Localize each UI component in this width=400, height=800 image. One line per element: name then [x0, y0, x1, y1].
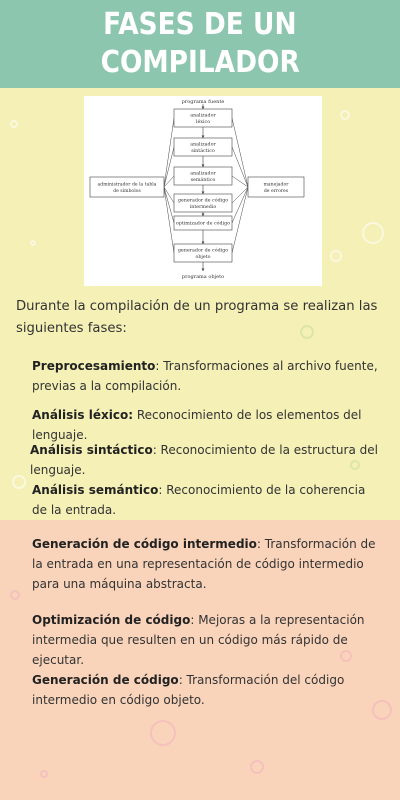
connector-line [232, 187, 248, 223]
phase-name: Análisis léxico: [32, 408, 133, 422]
phase-description: : Transformación de la entrada en una representación de código intermedio para una máquina abstracta. [32, 537, 376, 591]
phase-item [32, 405, 382, 445]
title-line-2: COMPILADOR [100, 45, 300, 80]
bubble-decoration [12, 475, 26, 489]
stage-label: optimizador de código [175, 221, 231, 227]
phase-name: Análisis semántico [32, 483, 159, 497]
output-label: programa objeto [181, 273, 225, 280]
stage-label: analizador [190, 113, 216, 119]
bubble-decoration [10, 120, 18, 128]
phase-item [32, 480, 382, 520]
error-handler-label: manejador [263, 182, 289, 188]
phase-name: Preprocesamiento [32, 359, 156, 373]
stage-label: analizador [190, 142, 216, 148]
source-label: programa fuente [181, 98, 225, 105]
phase-name: Análisis sintáctico [30, 443, 153, 457]
phase-description: : Reconocimiento de la estructura del lenguaje. [30, 443, 378, 477]
header [0, 0, 400, 88]
phase-description: : Reconocimiento de la coherencia de la entrada. [32, 483, 366, 517]
phase-description: : Transformaciones al archivo fuente, previas a la compilación. [32, 359, 378, 393]
stage-label: generador de código [177, 248, 229, 254]
connector-line [232, 187, 248, 253]
stage-label: intermedio [189, 205, 217, 211]
stage-label: léxico [195, 120, 211, 126]
phase-item [32, 670, 382, 710]
phase-name: Generación de código intermedio [32, 537, 257, 551]
title-line-1: FASES DE UN [103, 7, 297, 42]
phase-item [32, 610, 382, 670]
stage-label: objeto [195, 255, 211, 261]
stage-label: generador de código [177, 198, 229, 204]
bubble-decoration [40, 770, 48, 778]
bubble-decoration [10, 590, 20, 600]
bubble-decoration [30, 240, 36, 246]
stage-label: analizador [190, 171, 216, 177]
stage-label: sintáctico [191, 149, 215, 155]
phase-description: Reconocimiento de los elementos del lenguaje. [32, 408, 362, 442]
diagram-boxes [90, 99, 304, 280]
phase-item [30, 440, 380, 480]
symbol-table-label: de símbolos [113, 188, 141, 194]
connector-line [232, 187, 248, 203]
bubble-decoration [330, 250, 342, 262]
diagram-svg [84, 96, 322, 286]
phase-item [32, 356, 382, 396]
intro-paragraph: Durante la compilación de un programa se realizan las siguientes fases: [16, 299, 378, 336]
connector-line [164, 187, 174, 223]
compiler-phases-diagram [84, 96, 322, 286]
phase-description: : Mejoras a la representación intermedia que resulten en un código más rápido de ejecutar. [32, 613, 365, 667]
stage-label: semántico [190, 178, 216, 184]
bubble-decoration [362, 222, 384, 244]
phase-name: Optimización de código [32, 613, 191, 627]
connector-line [164, 187, 174, 203]
bubble-decoration [150, 720, 176, 746]
bubble-decoration [340, 110, 350, 120]
phase-name: Generación de código [32, 673, 179, 687]
bubble-decoration [250, 760, 264, 774]
phase-description: : Transformación del código intermedio en código objeto. [32, 673, 345, 707]
connector-line [164, 187, 174, 253]
error-handler-label: de errores [263, 188, 289, 194]
symbol-table-label: administrador de la tabla [97, 182, 157, 188]
phase-item [32, 534, 382, 594]
